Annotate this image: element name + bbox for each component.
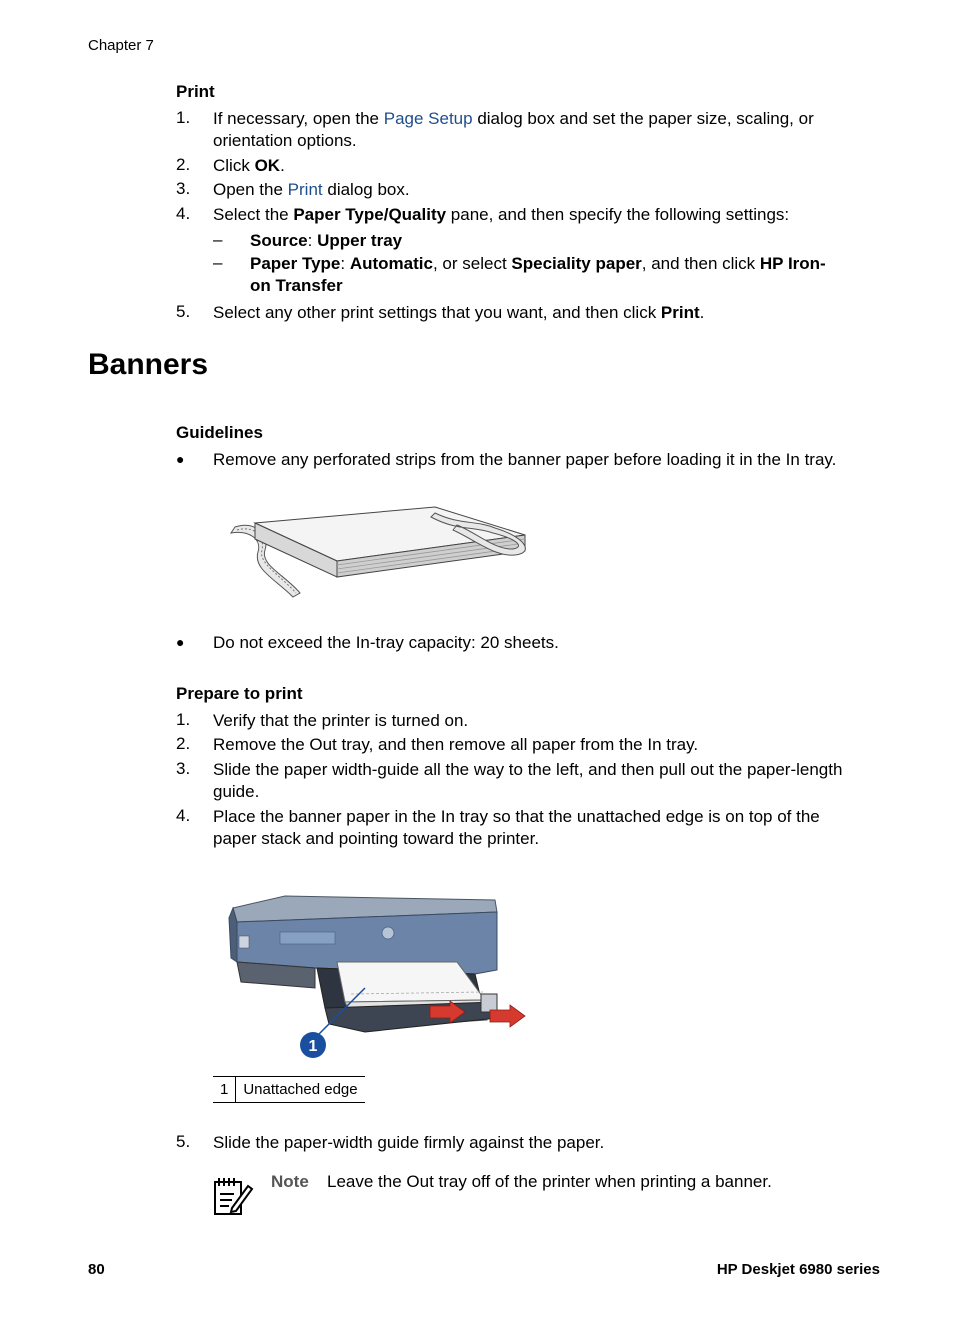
legend-label: Unattached edge [236,1077,365,1103]
bullet-icon: ● [176,634,185,650]
sub-dash: – [213,253,223,272]
source-setting: Source: Upper tray [250,231,403,250]
step-number: 1. [176,108,191,127]
prepare-step-5: Slide the paper-width guide firmly against the paper. [213,1133,605,1152]
note-label: Note [271,1172,309,1191]
banners-title: Banners [88,348,209,381]
paper-width-guide [481,994,497,1012]
prepare-step-2: Remove the Out tray, and then remove all paper from the In tray. [213,735,699,754]
step-number: 2. [176,155,191,174]
step-number: 1. [176,710,191,729]
printer-side [229,908,237,962]
banner-paper-illustration [225,495,535,603]
step-number: 4. [176,204,191,223]
paper-type-setting: Paper Type: Automatic, or select Speciality paper, and then click HP Iron- on Transfer [250,254,826,295]
print-step-4: Select the Paper Type/Quality pane, and then specify the following settings: [213,205,790,224]
step-number: 3. [176,759,191,778]
hp-logo-icon [382,927,394,939]
page-number: 80 [88,1261,105,1278]
printer-illustration [225,890,535,1065]
prepare-heading: Prepare to print [176,684,303,703]
step-number: 2. [176,734,191,753]
note-text: Leave the Out tray off of the printer when printing a banner. [327,1172,772,1191]
step-number: 4. [176,806,191,825]
print-link[interactable]: Print [287,180,323,199]
guideline-1: Remove any perforated strips from the banner paper before loading it in the In tray. [213,450,837,469]
chapter-label: Chapter 7 [88,37,154,54]
control-panel [280,932,335,944]
prepare-step-3: Slide the paper width-guide all the way to the left, and then pull out the paper-length guide. [213,760,843,801]
print-step-2: Click OK. [213,156,285,175]
legend-number: 1 [213,1077,236,1103]
legend-row [213,1077,365,1103]
guidelines-heading: Guidelines [176,423,263,442]
sub-dash: – [213,230,223,249]
callout-legend [213,1076,365,1103]
guideline-2: Do not exceed the In-tray capacity: 20 sheets. [213,633,559,652]
note-icon [212,1174,254,1216]
step-number: 5. [176,1132,191,1151]
print-step-1: If necessary, open the Page Setup dialog box and set the paper size, scaling, or orientation options. [213,109,814,150]
step-number: 5. [176,302,191,321]
side-panel [239,936,249,948]
callout-number: 1 [308,1038,318,1055]
prepare-step-4: Place the banner paper in the In tray so that the unattached edge is on top of the paper stack and pointing toward the printer. [213,807,820,848]
bullet-icon: ● [176,451,185,467]
page-setup-link[interactable]: Page Setup [383,109,473,128]
print-step-3: Open the Print dialog box. [213,180,410,199]
print-heading: Print [176,82,215,101]
prepare-step-1: Verify that the printer is turned on. [213,711,469,730]
product-name: HP Deskjet 6980 series [716,1261,880,1278]
step-number: 3. [176,179,191,198]
print-step-5: Select any other print settings that you want, and then click Print. [213,303,705,322]
